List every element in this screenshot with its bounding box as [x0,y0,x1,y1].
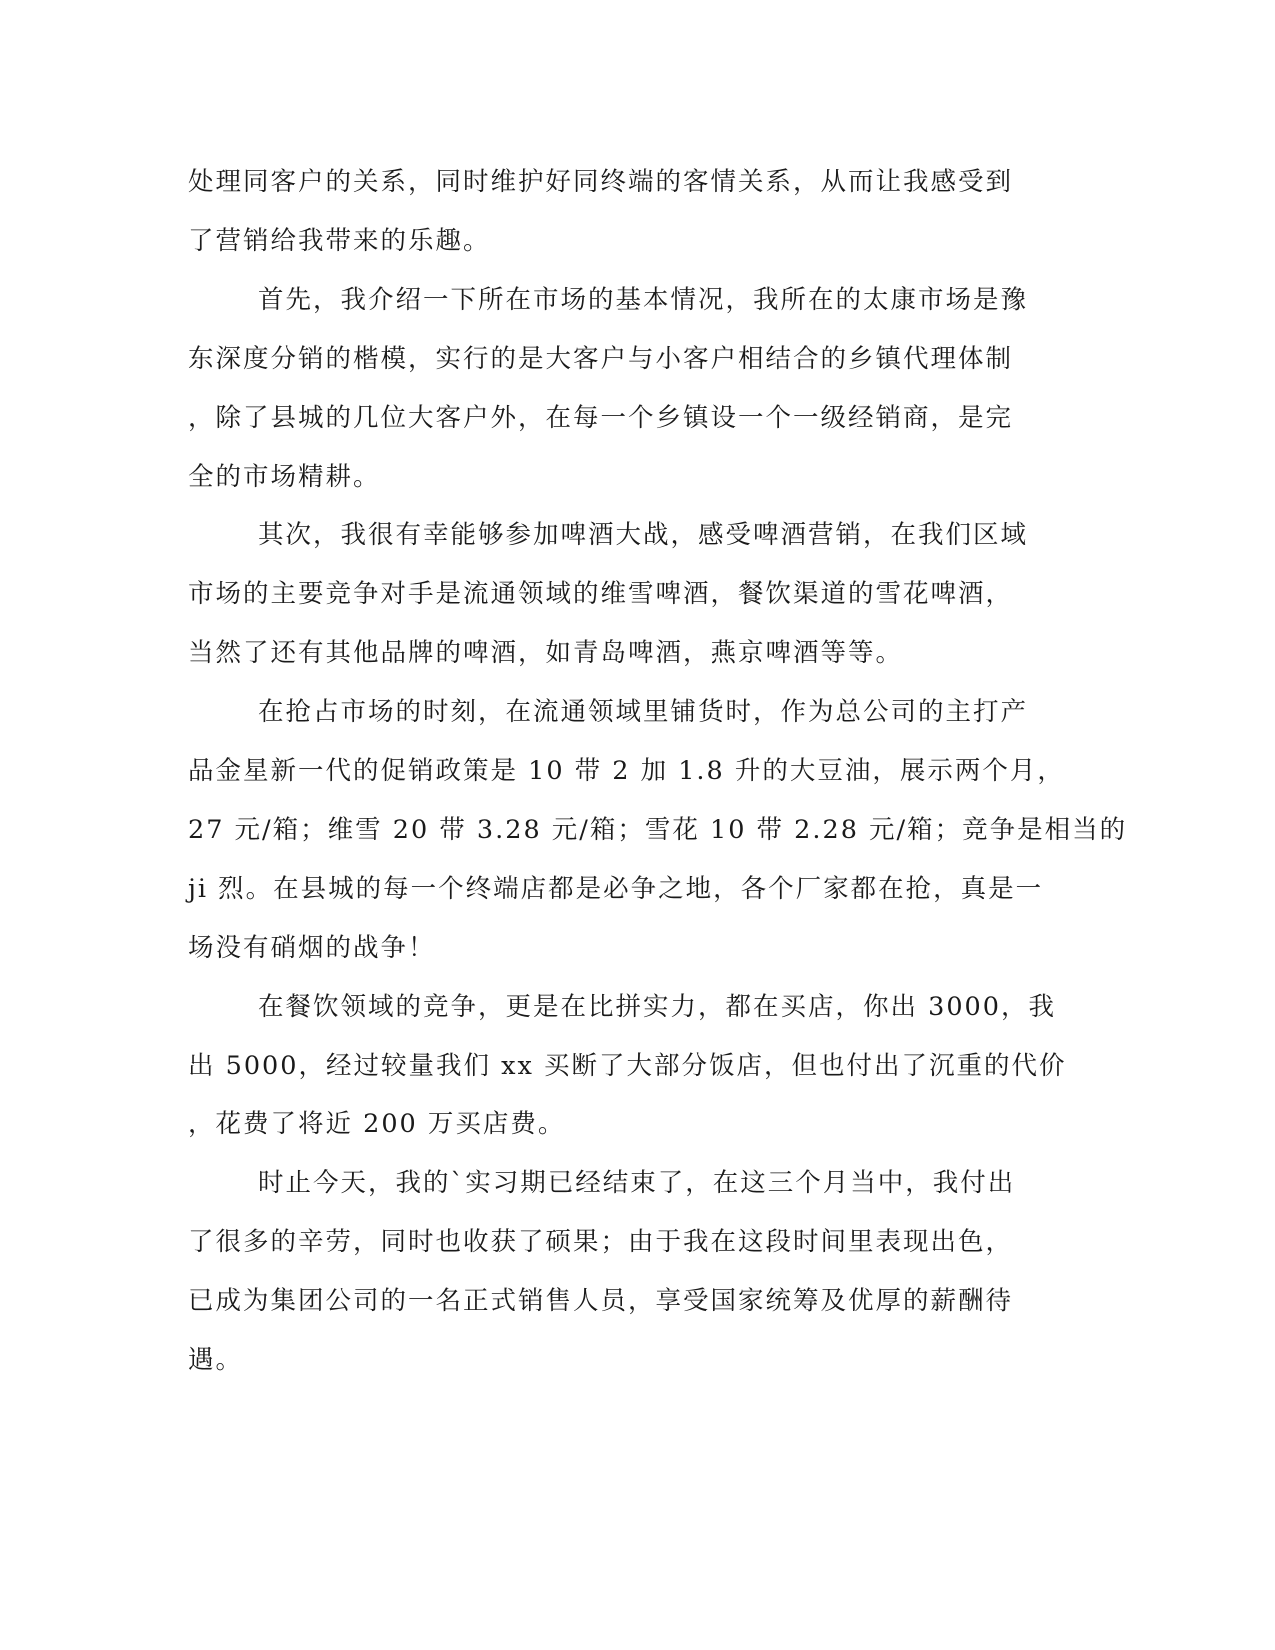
text-line: 品金星新一代的促销政策是 10 带 2 加 1.8 升的大豆油，展示两个月， [188,756,1065,786]
text-line: 市场的主要竞争对手是流通领域的维雪啤酒，餐饮渠道的雪花啤酒， [188,579,1014,609]
paragraph-start-line: 在餐饮领域的竞争，更是在比拼实力，都在买店，你出 3000，我 [258,992,1057,1022]
text-line: ，除了县城的几位大客户外，在每一个乡镇设一个一级经销商，是完 [188,403,1014,433]
paragraph-start-line: 时止今天，我的`实习期已经结束了，在这三个月当中，我付出 [258,1168,1016,1198]
text-line: 了很多的辛劳，同时也收获了硕果；由于我在这段时间里表现出色， [188,1227,1014,1257]
text-line: 27 元/箱；维雪 20 带 3.28 元/箱；雪花 10 带 2.28 元/箱；竞争是相当的 [188,815,1128,845]
text-line: 已成为集团公司的一名正式销售人员，享受国家统筹及优厚的薪酬待 [188,1286,1014,1316]
text-line: 东深度分销的楷模，实行的是大客户与小客户相结合的乡镇代理体制 [188,344,1014,374]
paragraph-start-line: 首先，我介绍一下所在市场的基本情况，我所在的太康市场是豫 [258,285,1029,315]
text-line: ，花费了将近 200 万买店费。 [188,1109,566,1139]
text-line: 当然了还有其他品牌的啤酒，如青岛啤酒，燕京啤酒等等。 [188,638,904,668]
paragraph-start-line: 其次，我很有幸能够参加啤酒大战，感受啤酒营销，在我们区域 [258,520,1029,550]
paragraph-start-line: 在抢占市场的时刻，在流通领域里铺货时，作为总公司的主打产 [258,697,1029,727]
text-line: 出 5000，经过较量我们 xx 买断了大部分饭店，但也付出了沉重的代价 [188,1051,1067,1081]
text-line: 处理同客户的关系，同时维护好同终端的客情关系，从而让我感受到 [188,167,1014,197]
text-line: 场没有硝烟的战争！ [188,933,436,963]
text-line: ji 烈。在县城的每一个终端店都是必争之地，各个厂家都在抢，真是一 [188,874,1044,904]
text-line: 遇。 [188,1345,244,1375]
text-line: 了营销给我带来的乐趣。 [188,226,491,256]
text-line: 全的市场精耕。 [188,462,381,492]
